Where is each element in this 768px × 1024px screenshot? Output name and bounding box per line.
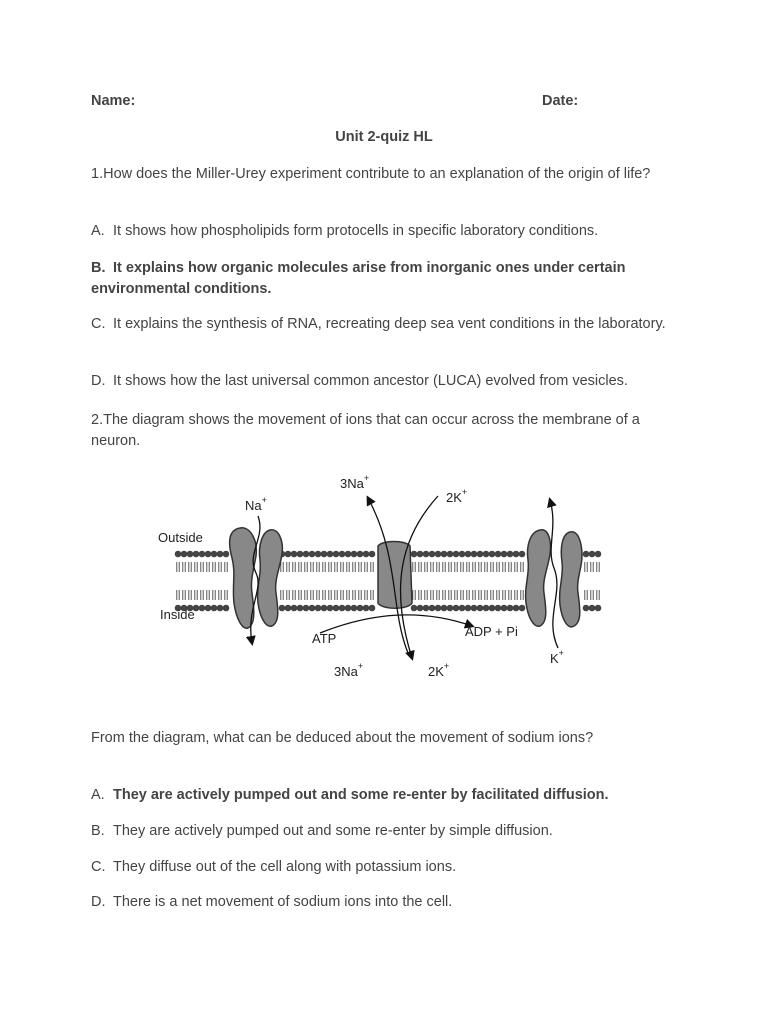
- q2-option-b-text: They are actively pumped out and some re-enter by simple diffusion.: [113, 823, 553, 839]
- lipid-head: [303, 551, 309, 557]
- lipid-head: [181, 551, 187, 557]
- lipid-head: [441, 605, 447, 611]
- date-label: Date:: [542, 93, 579, 109]
- q1-option-b-letter: B.: [91, 260, 106, 276]
- lipid-head: [465, 551, 471, 557]
- lipid-head: [223, 551, 229, 557]
- atp-label: ATP: [312, 631, 337, 646]
- q1-option-a-text: It shows how phospholipids form protocells in specific laboratory conditions.: [113, 223, 599, 239]
- lipid-head: [339, 551, 345, 557]
- adp-pi-label: ADP + Pi: [465, 624, 518, 639]
- q2-option-d: [91, 892, 681, 913]
- question-2-text: 2.The diagram shows the movement of ions that can occur across the membrane of a neuron.: [91, 412, 640, 449]
- lipid-head: [495, 605, 501, 611]
- lipid-head: [495, 551, 501, 557]
- potassium-efflux-arrow: [550, 500, 558, 648]
- lipid-head: [489, 551, 495, 557]
- lipid-head: [411, 605, 417, 611]
- lipid-head: [309, 551, 315, 557]
- q1-option-b: [91, 258, 681, 299]
- lipid-head: [345, 605, 351, 611]
- k-channel-label: K+: [550, 648, 564, 666]
- lipid-head: [345, 551, 351, 557]
- na-channel-label: Na+: [245, 495, 267, 513]
- lipid-head: [447, 605, 453, 611]
- lipid-head: [441, 551, 447, 557]
- lipid-head: [477, 551, 483, 557]
- q1-option-c: [91, 314, 681, 335]
- lipid-head: [583, 605, 589, 611]
- lipid-head: [351, 551, 357, 557]
- lipid-head: [507, 605, 513, 611]
- page-title: Unit 2-quiz HL: [335, 129, 433, 145]
- lipid-head: [333, 551, 339, 557]
- k2-in-label: 2K+: [428, 661, 450, 679]
- lipid-head: [199, 605, 205, 611]
- lipid-head: [309, 605, 315, 611]
- question-2-subquestion: From the diagram, what can be deduced about the movement of sodium ions?: [91, 730, 594, 746]
- q2-option-c: [91, 857, 681, 878]
- q2-option-d-letter: D.: [91, 894, 106, 910]
- name-label: Name:: [91, 93, 136, 109]
- lipid-head: [477, 605, 483, 611]
- lipid-head: [459, 551, 465, 557]
- lipid-head: [583, 551, 589, 557]
- q2-option-d-text: There is a net movement of sodium ions into the cell.: [113, 894, 453, 910]
- lipid-head: [297, 605, 303, 611]
- inside-label: Inside: [160, 607, 195, 622]
- q2-option-a-text: They are actively pumped out and some re-enter by facilitated diffusion.: [113, 787, 609, 803]
- lipid-head: [333, 605, 339, 611]
- lipid-head: [483, 551, 489, 557]
- lipid-head: [187, 551, 193, 557]
- k2-out-label: 2K+: [446, 487, 468, 505]
- lipid-head: [417, 551, 423, 557]
- lipid-head: [435, 605, 441, 611]
- lipid-head: [297, 551, 303, 557]
- lipid-head: [589, 605, 595, 611]
- q1-option-b-text: It explains how organic molecules arise from inorganic ones under certain environmental conditions.: [91, 260, 626, 297]
- lipid-head: [501, 551, 507, 557]
- lipid-head: [363, 551, 369, 557]
- potassium-channel-protein-left: [526, 530, 551, 626]
- na3-out-label: 3Na+: [340, 473, 370, 491]
- lipid-head: [501, 605, 507, 611]
- lipid-head: [357, 551, 363, 557]
- membrane-ion-diagram: [150, 468, 610, 688]
- lipid-head: [513, 605, 519, 611]
- q2-option-c-text: They diffuse out of the cell along with potassium ions.: [113, 859, 457, 875]
- lipid-head: [435, 551, 441, 557]
- lipid-head: [459, 605, 465, 611]
- lipid-head: [447, 551, 453, 557]
- lipid-head: [199, 551, 205, 557]
- lipid-head: [519, 551, 525, 557]
- lipid-head: [363, 605, 369, 611]
- lipid-head: [223, 605, 229, 611]
- lipid-head: [595, 551, 601, 557]
- lipid-head: [513, 551, 519, 557]
- lipid-head: [217, 605, 223, 611]
- q2-option-a-letter: A.: [91, 787, 105, 803]
- lipid-head: [327, 605, 333, 611]
- lipid-head: [411, 551, 417, 557]
- lipid-head: [205, 551, 211, 557]
- lipid-head: [211, 605, 217, 611]
- q1-option-a: [91, 221, 681, 242]
- lipid-head: [217, 551, 223, 557]
- q1-option-c-text: It explains the synthesis of RNA, recreating deep sea vent conditions in the laboratory.: [113, 316, 666, 332]
- lipid-head: [483, 605, 489, 611]
- q1-option-d-letter: D.: [91, 373, 106, 389]
- q2-option-a: [91, 785, 681, 806]
- q2-option-b-letter: B.: [91, 823, 105, 839]
- q1-option-c-letter: C.: [91, 316, 106, 332]
- lipid-head: [595, 605, 601, 611]
- lipid-head: [315, 605, 321, 611]
- lipid-head: [175, 551, 181, 557]
- q2-option-c-letter: C.: [91, 859, 106, 875]
- lipid-head: [417, 605, 423, 611]
- lipid-head: [519, 605, 525, 611]
- lipid-head: [321, 551, 327, 557]
- lipid-head: [351, 605, 357, 611]
- lipid-head: [429, 605, 435, 611]
- lipid-head: [285, 605, 291, 611]
- sodium-channel-protein-right: [258, 530, 283, 626]
- lipid-head: [471, 551, 477, 557]
- lipid-head: [285, 551, 291, 557]
- lipid-head: [453, 605, 459, 611]
- lipid-head: [327, 551, 333, 557]
- question-1-text: 1.How does the Miller-Urey experiment contribute to an explanation of the origin of life?: [91, 166, 651, 182]
- lipid-head: [279, 605, 285, 611]
- lipid-head: [423, 605, 429, 611]
- lipid-head: [489, 605, 495, 611]
- lipid-head: [589, 551, 595, 557]
- lipid-head: [429, 551, 435, 557]
- lipid-head: [339, 605, 345, 611]
- q1-option-d: [91, 371, 681, 392]
- lipid-head: [357, 605, 363, 611]
- atp-to-adp-arrow: [320, 615, 472, 633]
- q1-option-a-letter: A.: [91, 223, 105, 239]
- lipid-head: [193, 551, 199, 557]
- lipid-head: [369, 551, 375, 557]
- lipid-head: [303, 605, 309, 611]
- lipid-head: [465, 605, 471, 611]
- q1-option-d-text: It shows how the last universal common ancestor (LUCA) evolved from vesicles.: [113, 373, 628, 389]
- lipid-head: [423, 551, 429, 557]
- lipid-head: [291, 605, 297, 611]
- q2-option-b: [91, 821, 681, 842]
- na3-in-label: 3Na+: [334, 661, 364, 679]
- lipid-head: [471, 605, 477, 611]
- lipid-head: [507, 551, 513, 557]
- lipid-head: [315, 551, 321, 557]
- lipid-head: [205, 605, 211, 611]
- outside-label: Outside: [158, 530, 203, 545]
- lipid-head: [369, 605, 375, 611]
- lipid-head: [453, 551, 459, 557]
- lipid-head: [211, 551, 217, 557]
- lipid-head: [321, 605, 327, 611]
- potassium-channel-protein-right: [560, 532, 582, 627]
- lipid-head: [291, 551, 297, 557]
